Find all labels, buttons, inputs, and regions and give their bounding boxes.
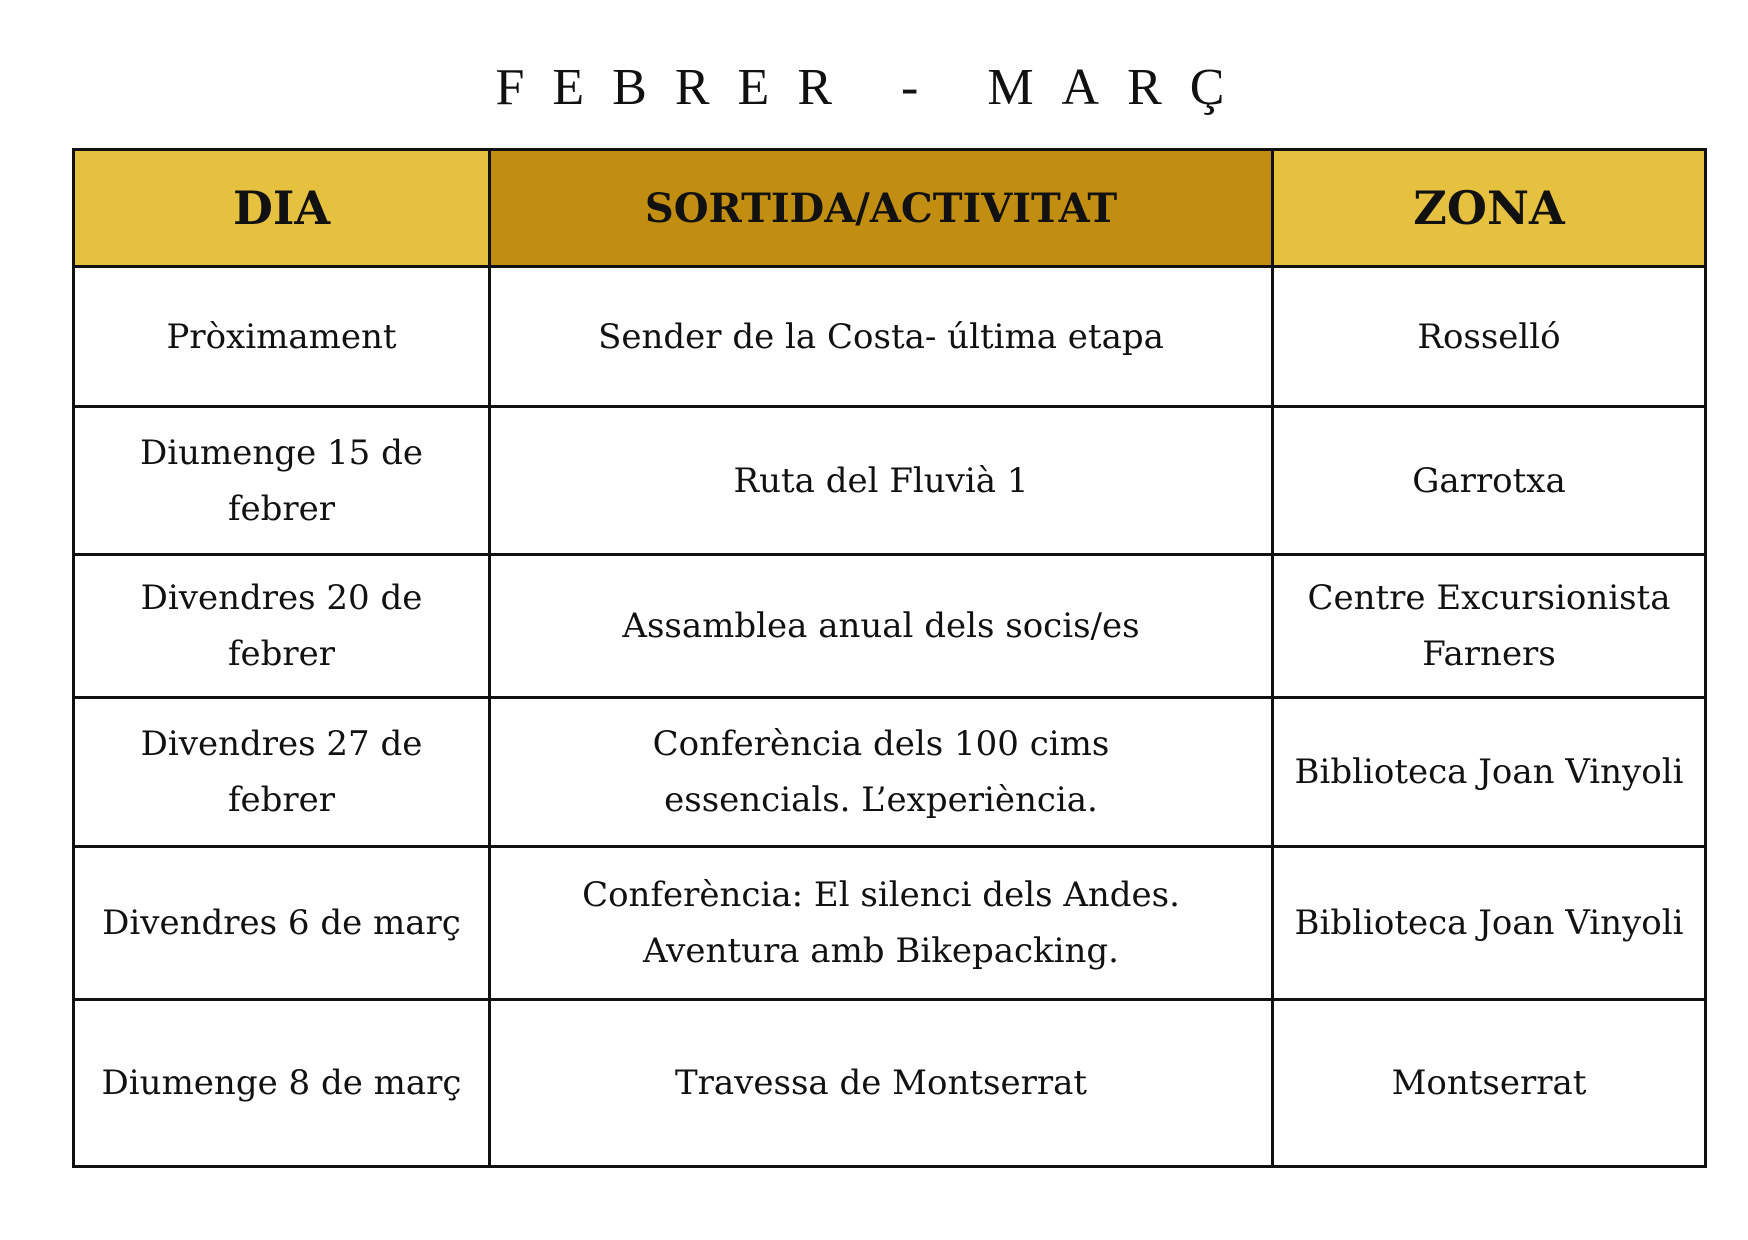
table-row	[74, 555, 1706, 698]
cell-dia: Pròximament	[74, 267, 490, 407]
cell-activitat-line: Conferència dels 100 cims	[652, 724, 1110, 764]
cell-zona-line: Montserrat	[1391, 1063, 1587, 1103]
cell-zona-line: Garrotxa	[1412, 460, 1566, 501]
cell-zona	[1273, 698, 1706, 847]
table-row	[74, 1000, 1706, 1167]
cell-zona-line: Centre Excursionista	[1307, 578, 1671, 618]
cell-activitat-line: Sender de la Costa- última etapa	[598, 316, 1164, 357]
cell-activitat-line: essencials. L’experiència.	[664, 780, 1098, 820]
cell-zona	[1273, 555, 1706, 698]
cell-zona	[1273, 1000, 1706, 1167]
cell-zona-line: Rosselló	[1417, 316, 1561, 357]
cell-activitat-line: Travessa de Montserrat	[674, 1063, 1088, 1103]
header-dia: DIA	[74, 150, 490, 267]
cell-dia: Divendres 6 de març	[74, 847, 490, 1000]
cell-zona	[1273, 847, 1706, 1000]
cell-activitat	[490, 267, 1273, 407]
page-title: FEBRER - MARÇ	[495, 59, 1253, 116]
cell-activitat-line: Assamblea anual dels socis/es	[622, 606, 1140, 646]
cell-activitat	[490, 1000, 1273, 1167]
table-row	[74, 407, 1706, 555]
cell-dia: Diumenge 8 de març	[74, 1000, 490, 1167]
cell-activitat-line: Ruta del Fluvià 1	[733, 460, 1029, 501]
schedule-table	[72, 148, 1707, 1168]
cell-activitat	[490, 555, 1273, 698]
table-header-row	[74, 150, 1706, 267]
table-row	[74, 267, 1706, 407]
cell-zona-line: Biblioteca Joan Vinyoli	[1294, 752, 1684, 792]
cell-activitat-line: Aventura amb Bikepacking.	[643, 931, 1119, 971]
cell-activitat	[490, 847, 1273, 1000]
cell-zona	[1273, 267, 1706, 407]
table-row	[74, 847, 1706, 1000]
header-activitat: SORTIDA/ACTIVITAT	[490, 150, 1273, 267]
cell-dia: Divendres 20 de febrer	[74, 555, 490, 698]
cell-dia: Diumenge 15 de febrer	[74, 407, 490, 555]
cell-zona-line: Farners	[1422, 634, 1556, 674]
cell-zona-line: Biblioteca Joan Vinyoli	[1294, 903, 1684, 943]
cell-dia: Divendres 27 de febrer	[74, 698, 490, 847]
cell-activitat-line: Conferència: El silenci dels Andes.	[582, 875, 1180, 915]
cell-activitat	[490, 407, 1273, 555]
header-zona: ZONA	[1273, 150, 1706, 267]
cell-activitat	[490, 698, 1273, 847]
table-row	[74, 698, 1706, 847]
cell-zona	[1273, 407, 1706, 555]
